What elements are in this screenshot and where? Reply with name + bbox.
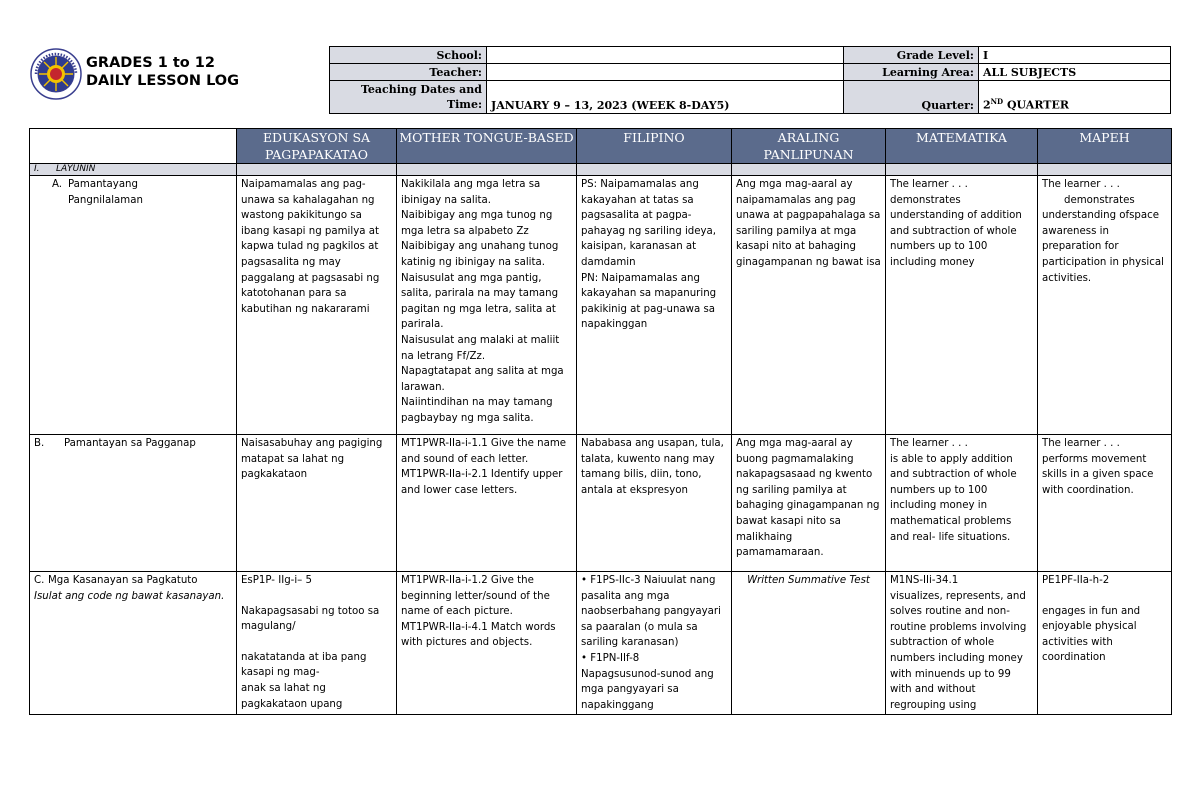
header-blank-cell <box>30 129 237 164</box>
column-header-ap: ARALING PANLIPUNAN <box>732 129 886 164</box>
list-item: Naibibigay ang unahang tunog katinig ng ibinigay na salita. <box>401 241 559 268</box>
mat-c-text: visualizes, represents, and solves routine and non-routine problems involving subtraction of whole numbers including money with minuends up to 99 with and without regrouping using <box>890 590 1027 711</box>
document-title <box>86 54 239 90</box>
teaching-dates-label-2: Time: <box>446 98 482 111</box>
column-header-mtb: MOTHER TONGUE-BASED <box>397 129 577 164</box>
title-line-2: DAILY LESSON LOG <box>86 73 240 89</box>
list-item: Naisusulat ang malaki at maliit na letrang Ff/Zz. <box>401 334 560 362</box>
cell-b-filipino: Nababasa ang usapan, tula, talata, kuwento nang may tamang bilis, diin, tono, antala at ekspresyon <box>577 435 732 572</box>
cell-b-mtb <box>397 435 577 572</box>
column-header-mapeh: MAPEH <box>1038 129 1172 164</box>
fil-c-1: • F1PS-IIc-3 Naiuulat nang pasalita ang mga naobserbahang pangyayari sa paaralan (o mula sa sariling karanasan) <box>581 575 721 649</box>
esp-c-3: nakatatanda at iba pang kasapi ng mag- <box>241 651 367 679</box>
cell-c-filipino <box>577 572 732 715</box>
esp-c-code: EsP1P- IIg-i– 5 <box>241 575 312 586</box>
row-a-letter: A. <box>51 179 62 190</box>
list-item: MT1PWR-IIa-i-2.1 Identify upper and lower case letters. <box>401 469 563 496</box>
list-item: Naibibigay ang mga tunog ng mga letra sa alpabeto Zz <box>401 210 553 237</box>
mat-b-1: The learner . . . <box>890 438 968 449</box>
row-b-label: Pamantayan sa Pagganap <box>64 438 196 449</box>
learning-area-value: ALL SUBJECTS <box>979 64 1171 81</box>
row-label-b <box>30 435 237 572</box>
list-item: Napagtatapat ang salita at mga larawan. <box>401 366 564 393</box>
mat-b-2: is able to apply addition and subtraction of whole numbers up to 100 including money in mathematical problems and real- life situations. <box>890 453 1017 543</box>
cell-a-mapeh <box>1038 176 1172 435</box>
list-item: MT1PWR-IIa-i-4.1 Match words with pictures and objects. <box>401 621 556 649</box>
mapeh-c-text: engages in fun and enjoyable physical activities with coordination <box>1042 605 1141 664</box>
cell-b-matematika <box>886 435 1038 572</box>
teaching-dates-label-1: Teaching Dates and <box>360 83 482 96</box>
cell-a-mtb <box>397 176 577 435</box>
layunin-num: I. <box>34 164 40 174</box>
cell-c-ap: Written Summative Test <box>732 572 886 715</box>
lesson-log-table <box>29 128 1172 715</box>
mapeh-c-code: PE1PF-IIa-h-2 <box>1042 575 1110 586</box>
layunin-text: LAYUNIN <box>56 164 96 174</box>
quarter-value <box>979 81 1171 114</box>
quarter-word: QUARTER <box>1003 99 1069 112</box>
cell-b-esp: Naisasabuhay ang pagiging matapat sa lahat ng pagkakataon <box>237 435 397 572</box>
column-header-esp: EDUKASYON SA PAGPAPAKATAO <box>237 129 397 164</box>
deped-seal-logo <box>30 48 82 100</box>
teacher-field <box>487 64 844 81</box>
teaching-dates-label <box>330 81 487 114</box>
list-item: MT1PWR-IIa-i-1.2 Give the beginning letter/sound of the name of each picture. <box>401 575 550 618</box>
cell-a-ap: Ang mga mag-aaral ay naipamamalas ang pag unawa at pagpapahalaga sa sariling pamilya at mga kasapi nito at bahaging ginagampanan ng bawat isa <box>732 176 886 435</box>
cell-c-matematika <box>886 572 1038 715</box>
quarter-sup: ND <box>990 97 1004 107</box>
quarter-num: 2 <box>983 99 991 112</box>
column-header-filipino: FILIPINO <box>577 129 732 164</box>
row-c-sublabel: Isulat ang code ng bawat kasanayan. <box>34 590 225 602</box>
mapeh-a-2: demonstrates understanding ofspace awareness in preparation for participation in physical activities. <box>1042 194 1164 284</box>
table-row <box>30 435 1172 572</box>
teacher-label: Teacher: <box>330 64 487 81</box>
row-c-label: Mga Kasanayan sa Pagkatuto <box>48 575 198 586</box>
title-line-1: GRADES 1 to 12 <box>86 55 215 71</box>
school-field <box>487 47 844 64</box>
esp-c-4: anak sa lahat ng pagkakataon upang <box>241 682 343 710</box>
mapeh-a-1: The learner . . . <box>1042 179 1120 190</box>
list-item: PN: Naipamamalas ang kakayahan sa mapanuring pakikinig at pag-unawa sa napakinggan <box>581 272 717 331</box>
row-b-letter: B. <box>34 438 45 449</box>
mapeh-b-1: The learner . . . <box>1042 438 1120 449</box>
learning-area-label: Learning Area: <box>844 64 979 81</box>
row-label-c <box>30 572 237 715</box>
list-item: PS: Naipamamalas ang kakayahan at tatas sa pagsasalita at pagpa-pahayag ng sariling ideya, kaisipan, karanasan at damdamin <box>581 179 717 268</box>
list-item: Naisusulat ang mga pantig, salita, parirala na may tamang pagitan ng mga letra, salita at parirala. <box>401 272 559 331</box>
cell-a-filipino <box>577 176 732 435</box>
layunin-row <box>30 164 1172 176</box>
list-item: MT1PWR-IIa-i-1.1 Give the name and sound of each letter. <box>401 438 567 465</box>
quarter-label: Quarter: <box>844 81 979 114</box>
fil-c-3: Napagsusunod-sunod ang mga pangyayari sa napakinggang <box>581 668 714 711</box>
grade-level-label: Grade Level: <box>844 47 979 64</box>
cell-c-mtb <box>397 572 577 715</box>
grade-level-value: I <box>979 47 1171 64</box>
table-row <box>30 176 1172 435</box>
row-label-a <box>30 176 237 435</box>
mat-c-code: M1NS-IIi-34.1 <box>890 575 959 586</box>
fil-c-2: • F1PN-IIf-8 <box>581 652 640 664</box>
cell-c-mapeh <box>1038 572 1172 715</box>
cell-a-esp: Naipamamalas ang pag-unawa sa kahalagahan ng wastong pakikitungo sa ibang kasapi ng pamilya at kapwa tulad ng pagkilos at pagsasalita ng may paggalang at pagsasabi ng katotohanan para sa kabutihan ng nakararami <box>237 176 397 435</box>
row-a-label-2: Pangnilalaman <box>68 194 143 206</box>
cell-a-matematika: The learner . . . demonstrates understanding of addition and subtraction of whole numbers up to 100 including money <box>886 176 1038 435</box>
cell-c-esp <box>237 572 397 715</box>
column-header-matematika: MATEMATIKA <box>886 129 1038 164</box>
list-item: Naiintindihan na may tamang pagbaybay ng mga salita. <box>401 397 553 424</box>
list-item: Nakikilala ang mga letra sa ibinigay na salita. <box>401 179 541 206</box>
row-c-letter: C. <box>34 575 45 586</box>
cell-b-ap: Ang mga mag-aaral ay buong pagmamalaking nakapagsasaad ng kwento ng sariling pamilya at bahaging ginagampanan ng bawat kasapi nito sa malikhaing pamamamaraan. <box>732 435 886 572</box>
school-label: School: <box>330 47 487 64</box>
teaching-dates-value: JANUARY 9 – 13, 2023 (WEEK 8-DAY5) <box>487 81 844 114</box>
cell-b-mapeh <box>1038 435 1172 572</box>
layunin-label <box>30 164 237 176</box>
header-info-table <box>329 46 1171 114</box>
row-a-label-1: Pamantayang <box>68 179 138 190</box>
table-row <box>30 572 1172 715</box>
esp-c-2: Nakapagsasabi ng totoo sa magulang/ <box>241 605 380 633</box>
mapeh-b-2: performs movement skills in a given space with coordination. <box>1042 453 1154 496</box>
